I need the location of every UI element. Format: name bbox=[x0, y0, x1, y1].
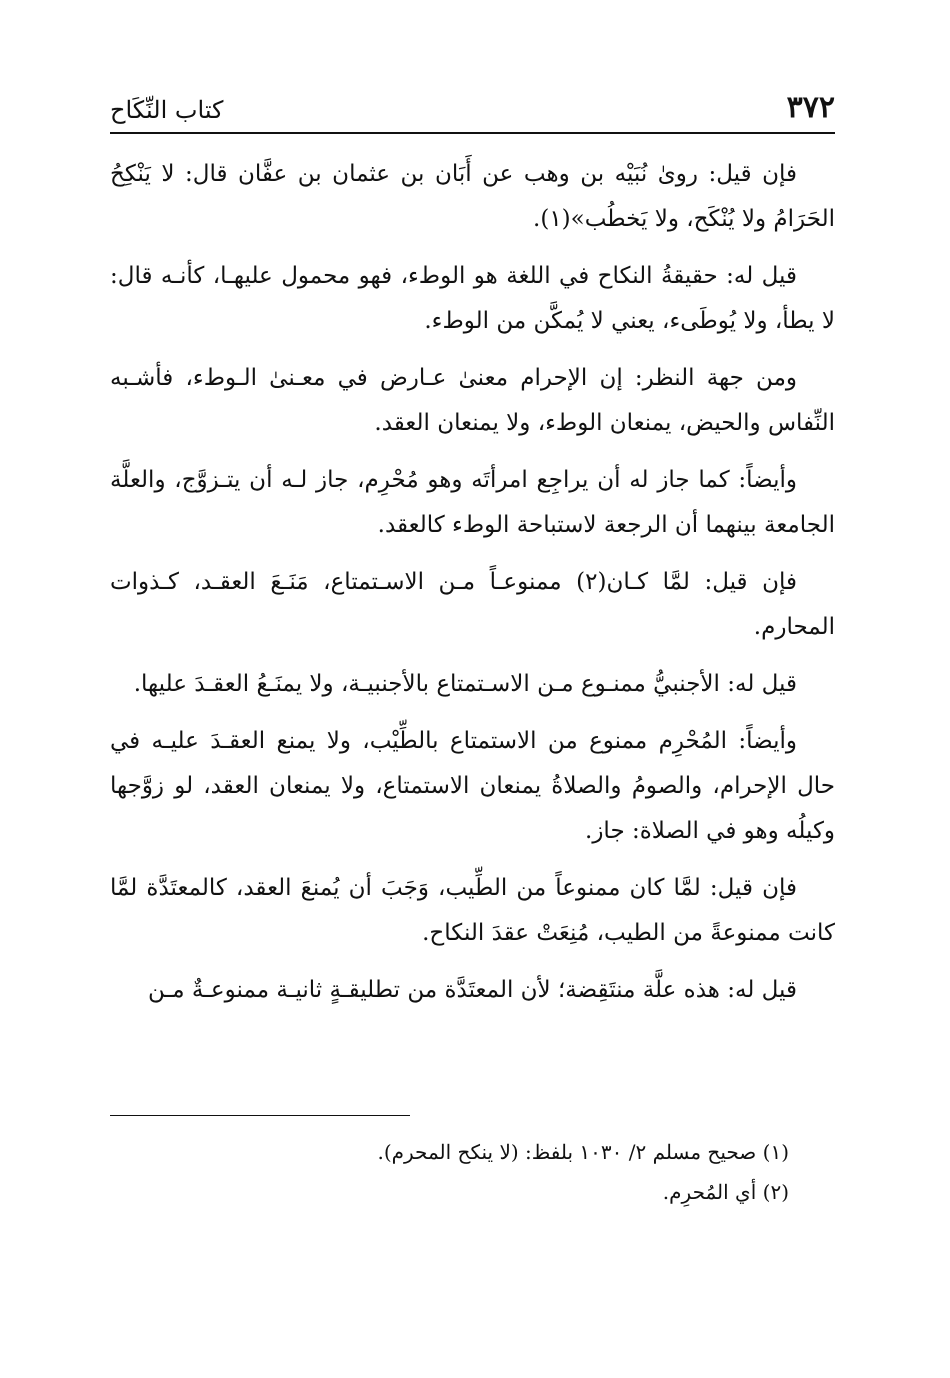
paragraph: قيل له: حقيقةُ النكاح في اللغة هو الوطء، فهو محمول عليهـا، كأنـه قال: لا يطأ، ولا يُوطَىء، يعني لا يُمكَّن من الوطء. bbox=[110, 263, 835, 334]
footnotes bbox=[110, 1132, 835, 1212]
paragraph: قيل له: الأجنبيُّ ممنـوع مـن الاسـتمتاع بالأجنبيـة، ولا يمنَـعُ العقـدَ عليها. bbox=[133, 671, 797, 697]
paragraph: فإن قيل: لمَّا كـان(٢) ممنوعـاً مـن الاسـتمتاع، مَنَـعَ العقـد، كـذوات المحارم. bbox=[110, 569, 835, 640]
paragraph: وأيضاً: المُحْرِم ممنوع من الاستمتاع بالطِّيْب، ولا يمنع العقـدَ عليـه في حال الإحرام، والصومُ والصلاةُ يمنعان الاستمتاع، ولا يمنعان العقد، لو زوَّجها وكيلُه وهو في الصلاة: جاز. bbox=[110, 728, 835, 844]
running-title: كتاب النِّكَاح bbox=[110, 96, 224, 124]
body-text bbox=[110, 152, 835, 1013]
paragraph: ومن جهة النظر: إن الإحرام معنىٰ عـارض في معـنىٰ الـوطء، فأشـبه النِّفاس والحيض، يمنعان الوطء، ولا يمنعان العقد. bbox=[110, 365, 835, 436]
footnote: (٢) أي المُحرِم. bbox=[662, 1180, 789, 1204]
footnote: (١) صحيح مسلم ٢/ ١٠٣٠ بلفظ: (لا ينكح المحرم). bbox=[377, 1140, 789, 1164]
paragraph: وأيضاً: كما جاز له أن يراجِع امرأتَه وهو مُحْرِم، جاز لـه أن يتـزوَّج، والعلَّة الجامعة بينهما أن الرجعة لاستباحة الوطء كالعقد. bbox=[110, 467, 835, 538]
footnote-separator bbox=[110, 1115, 410, 1116]
paragraph: فإن قيل: روىٰ نُبَيْه بن وهب عن أَبَان بن عثمان بن عفَّان قال: لا يَنْكِحُ الحَرَامُ ولا يُنْكَح، ولا يَخطُب»(١). bbox=[110, 161, 835, 232]
page-number: ٣٧٢ bbox=[786, 90, 835, 125]
page-header bbox=[110, 88, 835, 134]
paragraph: قيل له: هذه علَّة منتَقِضة؛ لأن المعتَدَّة من تطليقـةٍ ثانيـة ممنوعـةٌ مـن bbox=[147, 977, 797, 1003]
book-page bbox=[110, 88, 835, 1025]
paragraph: فإن قيل: لمَّا كان ممنوعاً من الطِّيب، وَجَبَ أن يُمنعَ العقد، كالمعتَدَّة لمَّا كانت ممنوعةً من الطيب، مُنِعَتْ عقدَ النكاح. bbox=[110, 875, 835, 946]
